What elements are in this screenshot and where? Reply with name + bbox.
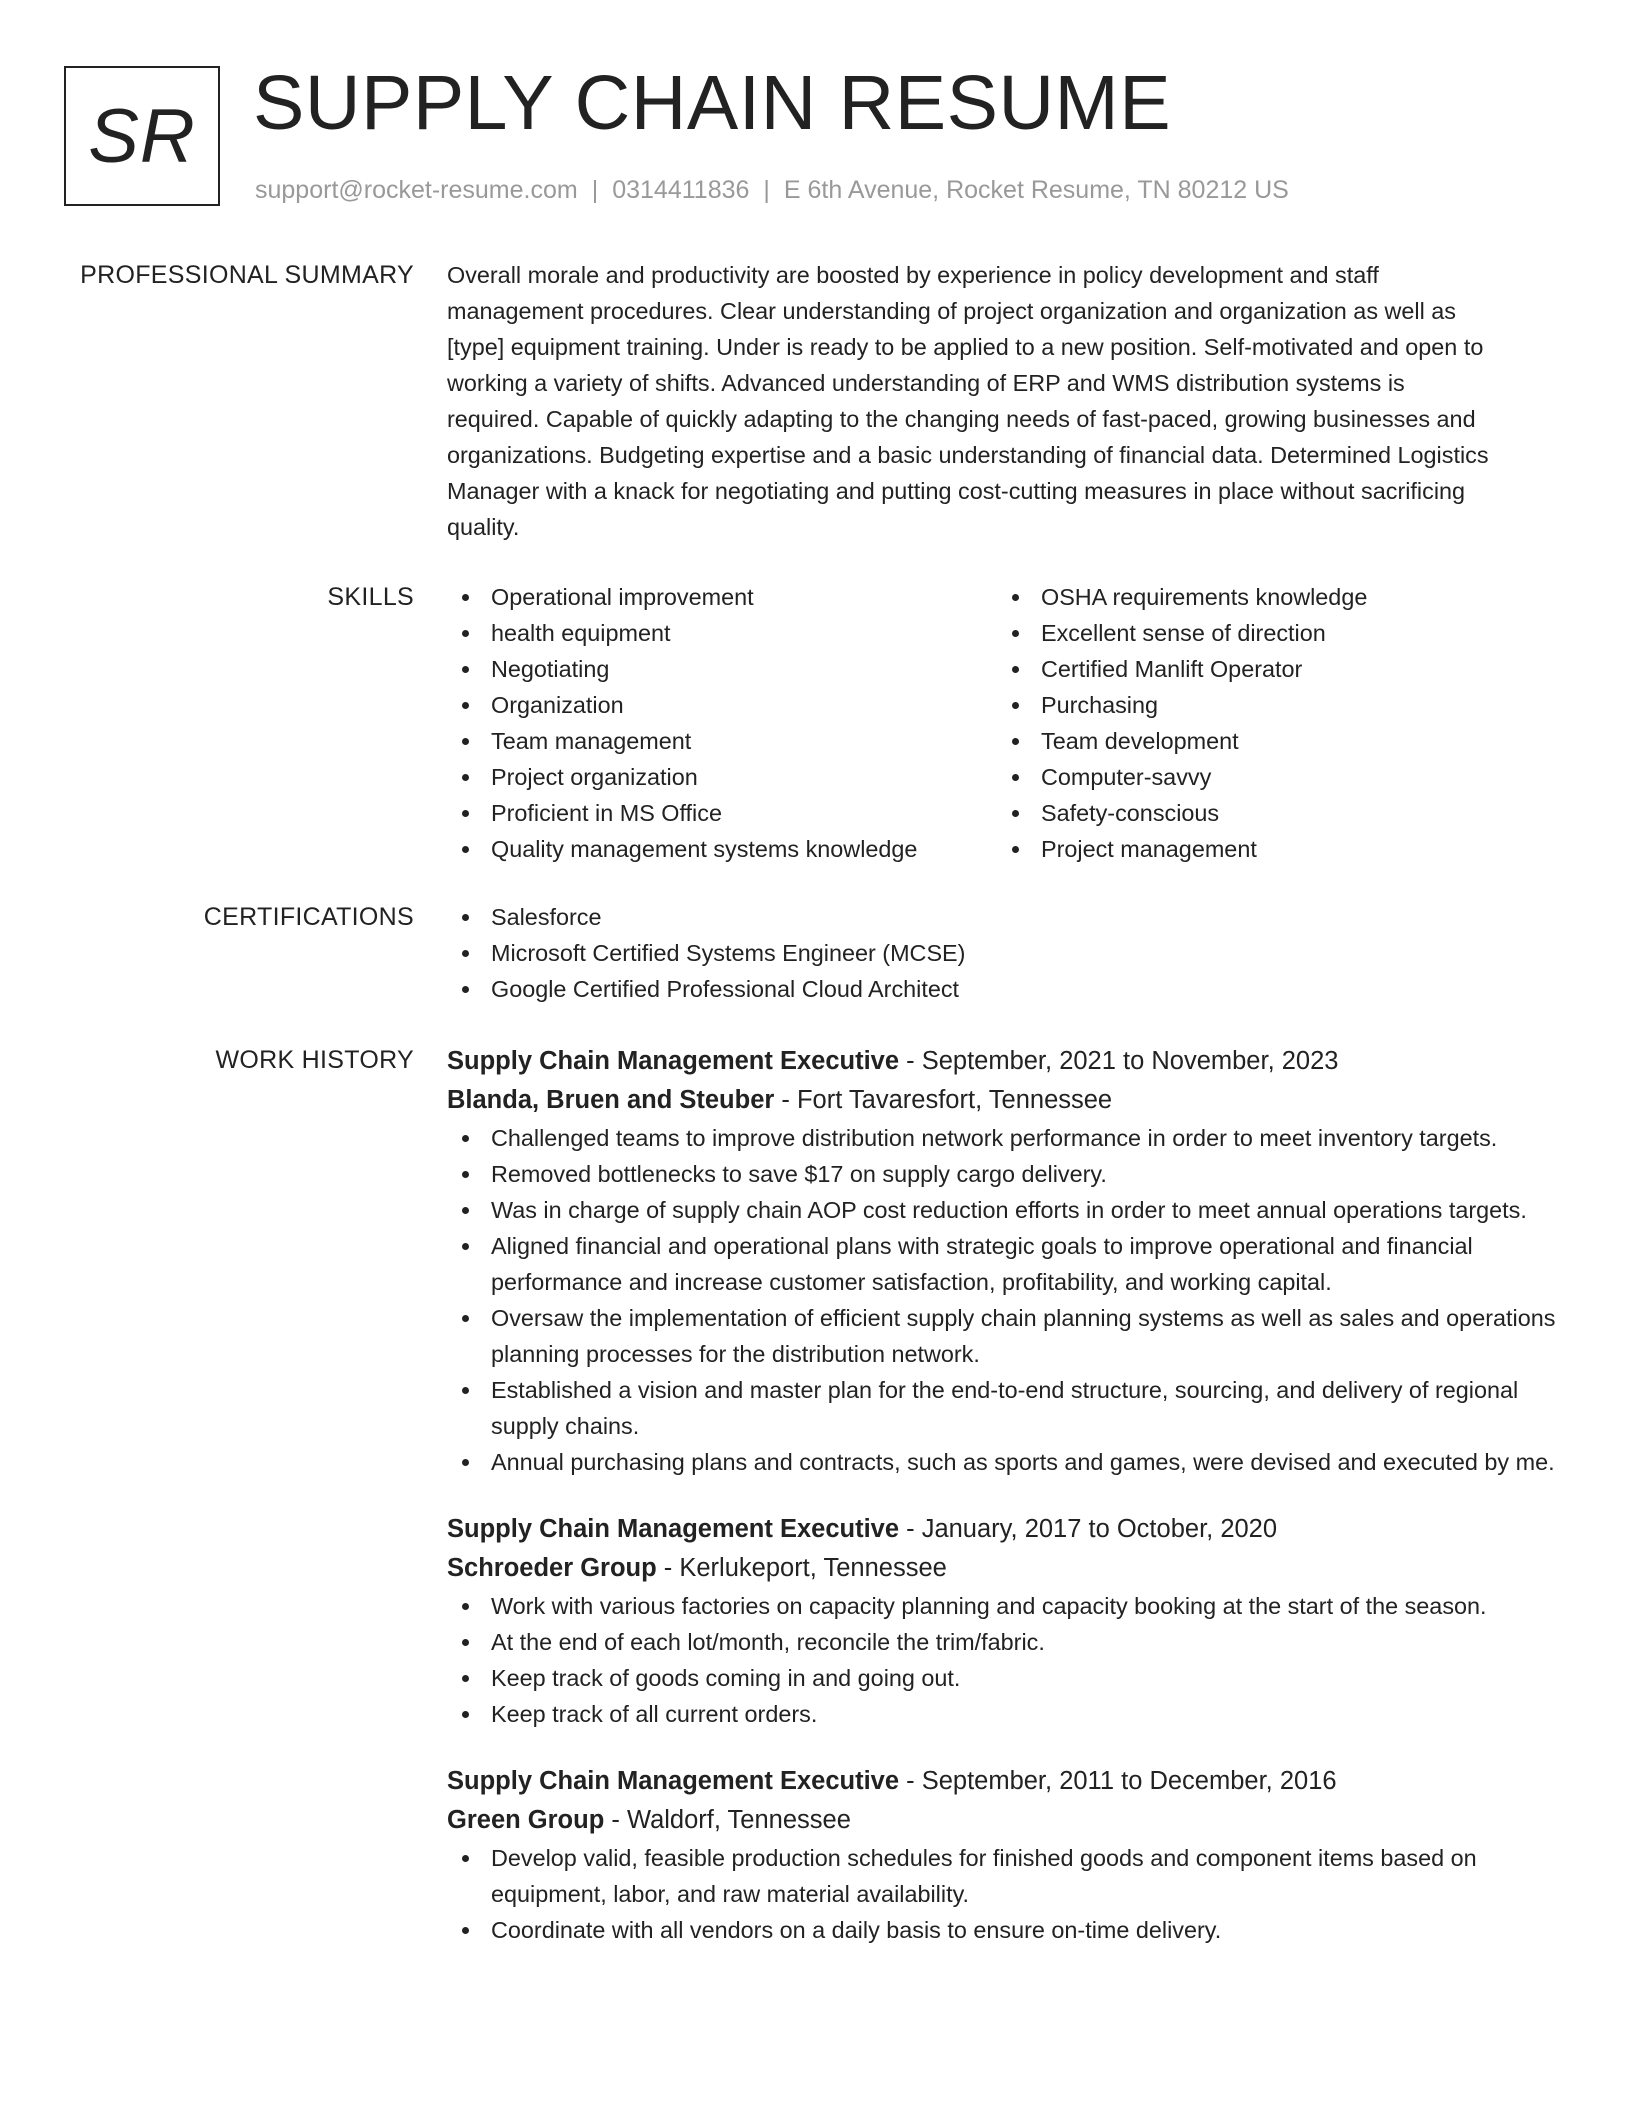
summary-line: Manager with a knack for negotiating and putting cost-cutting measures in place without sacrificing [447, 478, 1466, 504]
skill-item: Safety-conscious [997, 795, 1565, 831]
job-duty: Keep track of goods coming in and going out. [447, 1660, 1565, 1696]
job-duty: Aligned financial and operational plans with strategic goals to improve operational and financial performance and increase customer satisfaction, profitability, and working capital. [447, 1228, 1565, 1300]
skills-body [447, 579, 1565, 867]
skill-item: Project management [997, 831, 1565, 867]
job-location: - Fort Tavaresfort, Tennessee [774, 1086, 1113, 1114]
job-duty: Annual purchasing plans and contracts, such as sports and games, were devised and executed by me. [447, 1444, 1565, 1480]
skill-item: Operational improvement [447, 579, 997, 615]
job-location: - Waldorf, Tennessee [604, 1806, 851, 1834]
job-duties-list [447, 1120, 1565, 1480]
summary-line: required. Capable of quickly adapting to the changing needs of fast-paced, growing businesses and [447, 406, 1476, 432]
job-company: Blanda, Bruen and Steuber [447, 1086, 775, 1114]
job-duties-list [447, 1840, 1565, 1948]
job-title: Supply Chain Management Executive [447, 1047, 900, 1075]
skill-item: Proficient in MS Office [447, 795, 997, 831]
skills-column-right [997, 579, 1565, 867]
certifications-body [447, 899, 1565, 1007]
page-title: SUPPLY CHAIN RESUME [253, 60, 1172, 146]
summary-heading: PROFESSIONAL SUMMARY [80, 261, 414, 289]
job-duty: Challenged teams to improve distribution network performance in order to meet inventory targets. [447, 1120, 1565, 1156]
job-duty: Keep track of all current orders. [447, 1696, 1565, 1732]
skill-item: health equipment [447, 615, 997, 651]
job-company-line [447, 1801, 1565, 1840]
work-history-body [447, 1042, 1565, 1948]
skill-item: Computer-savvy [997, 759, 1565, 795]
certifications-heading: CERTIFICATIONS [203, 903, 414, 931]
job-company: Schroeder Group [447, 1554, 657, 1582]
job-entry [447, 1762, 1565, 1948]
summary-line: management procedures. Clear understanding of project organization and organization as well as [447, 298, 1457, 324]
skill-item: Organization [447, 687, 997, 723]
certification-item: Google Certified Professional Cloud Architect [447, 971, 1565, 1007]
contact-separator: | [591, 176, 599, 204]
skill-item: Purchasing [997, 687, 1565, 723]
job-duties-list [447, 1588, 1565, 1732]
skills-heading: SKILLS [327, 583, 414, 611]
skills-column-left [447, 579, 997, 867]
certification-item: Salesforce [447, 899, 1565, 935]
summary-line: Overall morale and productivity are boosted by experience in policy development and staff [447, 262, 1379, 288]
skill-item: Negotiating [447, 651, 997, 687]
job-duty: Develop valid, feasible production schedules for finished goods and component items based on equipment, labor, and raw material availability. [447, 1840, 1565, 1912]
summary-line: organizations. Budgeting expertise and a basic understanding of financial data. Determined Logistics [447, 442, 1489, 468]
certifications-list [447, 899, 1565, 1007]
job-dates: - January, 2017 to October, 2020 [899, 1515, 1278, 1543]
job-duty: Removed bottlenecks to save $17 on supply cargo delivery. [447, 1156, 1565, 1192]
job-duty: Established a vision and master plan for the end-to-end structure, sourcing, and delivery of regional supply chains. [447, 1372, 1565, 1444]
job-title-line [447, 1510, 1565, 1549]
job-dates: - September, 2021 to November, 2023 [899, 1047, 1339, 1075]
certification-item: Microsoft Certified Systems Engineer (MCSE) [447, 935, 1565, 971]
job-entry [447, 1510, 1565, 1732]
job-duty: Was in charge of supply chain AOP cost reduction efforts in order to meet annual operations targets. [447, 1192, 1565, 1228]
skill-item: Team management [447, 723, 997, 759]
job-dates: - September, 2011 to December, 2016 [899, 1767, 1337, 1795]
job-title-line [447, 1042, 1565, 1081]
skill-item: Excellent sense of direction [997, 615, 1565, 651]
summary-body [447, 257, 1565, 545]
monogram-logo: SR [64, 66, 220, 206]
job-duty: At the end of each lot/month, reconcile the trim/fabric. [447, 1624, 1565, 1660]
job-entry [447, 1042, 1565, 1480]
contact-phone: 0314411836 [612, 176, 750, 204]
skill-item: OSHA requirements knowledge [997, 579, 1565, 615]
job-company-line [447, 1081, 1565, 1120]
skill-item: Certified Manlift Operator [997, 651, 1565, 687]
job-duty: Coordinate with all vendors on a daily basis to ensure on-time delivery. [447, 1912, 1565, 1948]
job-duty: Oversaw the implementation of efficient supply chain planning systems as well as sales and operations planning processes for the distribution network. [447, 1300, 1565, 1372]
job-company-line [447, 1549, 1565, 1588]
work-history-heading: WORK HISTORY [215, 1046, 414, 1074]
contact-separator: | [763, 176, 770, 204]
job-location: - Kerlukeport, Tennessee [656, 1554, 947, 1582]
contact-line [255, 172, 1289, 208]
job-title: Supply Chain Management Executive [447, 1515, 900, 1543]
job-duty: Work with various factories on capacity planning and capacity booking at the start of the season. [447, 1588, 1565, 1624]
skill-item: Project organization [447, 759, 997, 795]
contact-email[interactable]: support@rocket-resume.com [255, 176, 578, 204]
job-title: Supply Chain Management Executive [447, 1767, 900, 1795]
skill-item: Quality management systems knowledge [447, 831, 997, 867]
skill-item: Team development [997, 723, 1565, 759]
summary-line: [type] equipment training. Under is ready to be applied to a new position. Self-motivated and open to [447, 334, 1484, 360]
summary-line: quality. [447, 514, 520, 540]
job-title-line [447, 1762, 1565, 1801]
job-company: Green Group [447, 1806, 605, 1834]
summary-line: working a variety of shifts. Advanced understanding of ERP and WMS distribution systems is [447, 370, 1405, 396]
contact-address: E 6th Avenue, Rocket Resume, TN 80212 US [783, 176, 1289, 204]
